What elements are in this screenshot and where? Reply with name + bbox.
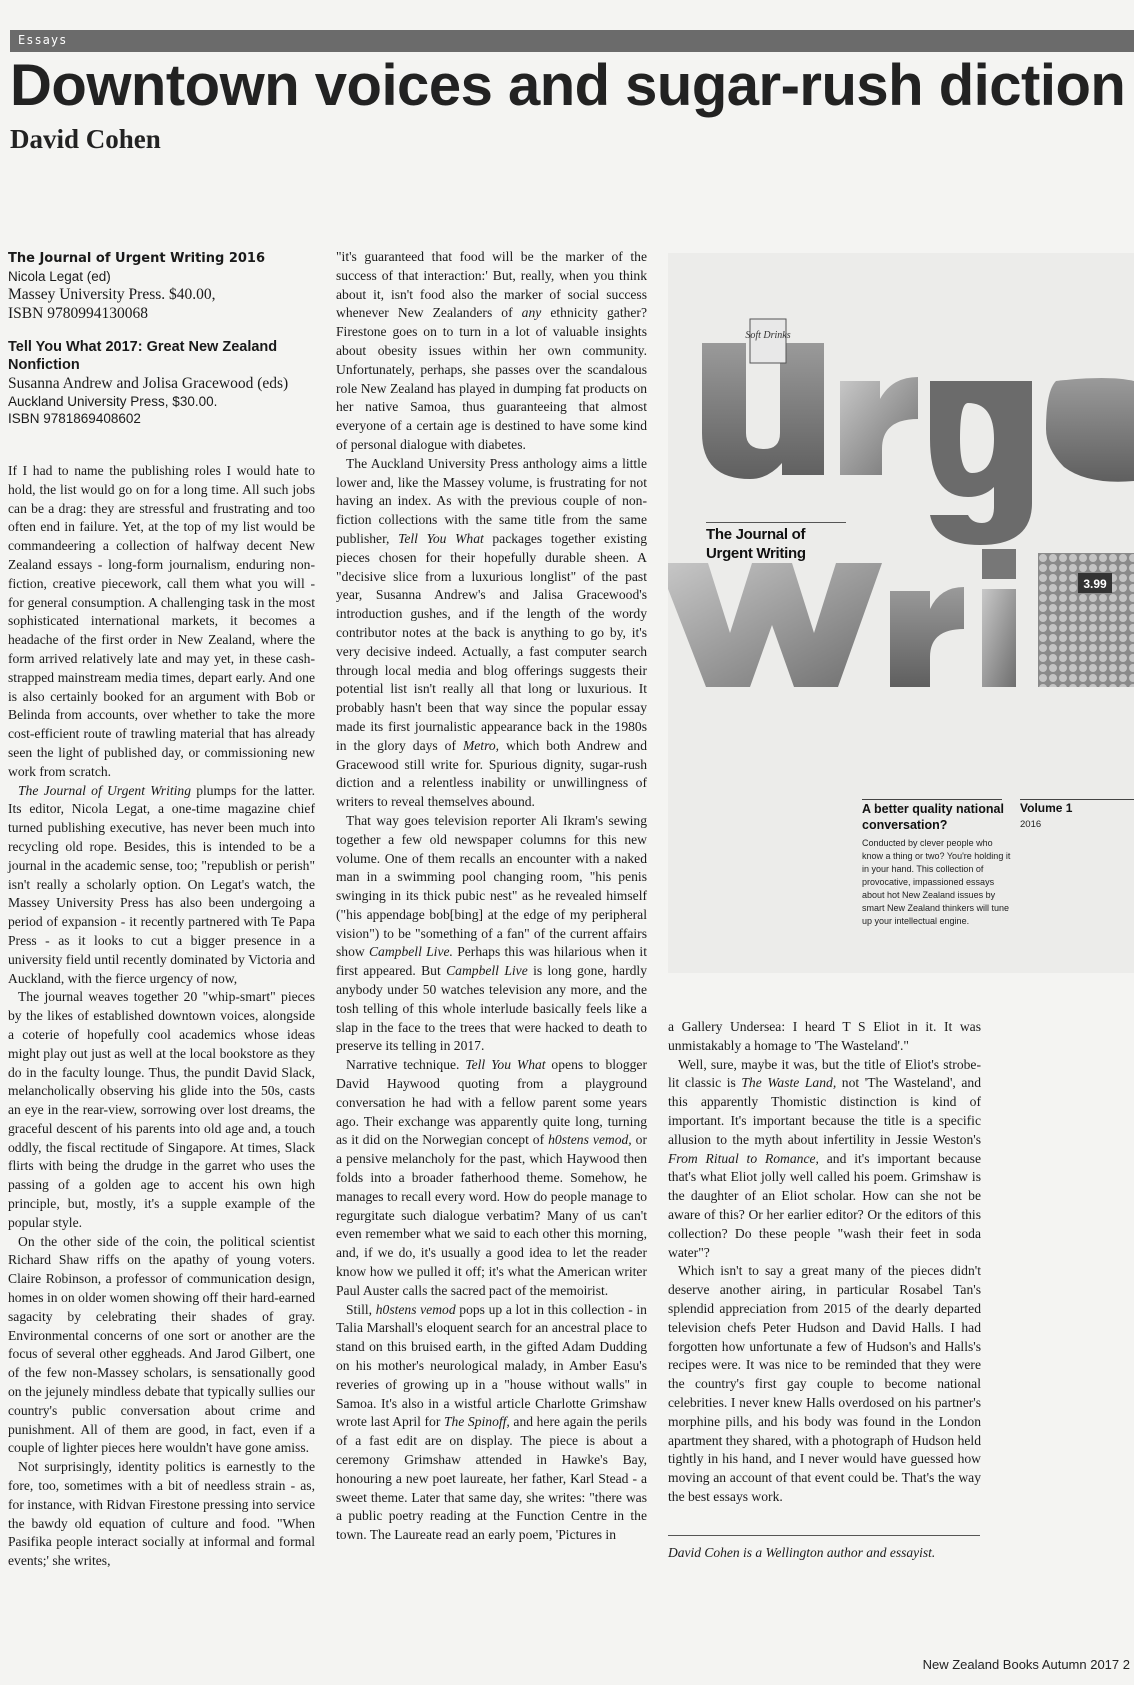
soft-drinks-sign bbox=[750, 319, 786, 363]
book-editor: Nicola Legat (ed) bbox=[8, 269, 111, 284]
cover-divider bbox=[1020, 799, 1134, 800]
paragraph: Well, sure, maybe it was, but the title of Eliot's strobe-lit classic is The Waste Land, not 'The Wasteland', and this apparently Thomistic distinction is kind of important. It's important because the title is a specific allusion to the myth about infertility in Jessie Weston's From Ritual to Romance, and it's important because that's what Eliot jolly well called his poem. Grimshaw is the daughter of an Eliot scholar. How can she not be aware of this? Or her earlier editor? Or the editors of this collection? Do these people "wash their feet in soda water"? bbox=[668, 1056, 981, 1260]
book-isbn: ISBN 9780994130068 bbox=[8, 305, 148, 322]
book-title: Tell You What 2017: Great New Zealand Nonfiction bbox=[8, 339, 278, 373]
headline: Downtown voices and sugar-rush diction bbox=[10, 53, 1126, 118]
paragraph: Which isn't to say a great many of the pieces didn't deserve another airing, in particular Rosabel Tan's splendid appreciation from 2015 of the dearly departed television chefs Peter Hudson and David Halls. I had forgotten how unfortunate a few of Hudson's and Halls's recipes were. It was nice to be reminded that they were the country's first gay couple to become national celebrities. I never knew Halls overdosed on his partner's morphine pills, and his body was found in the London apartment they shared, with a photograph of Hudson held tightly in his hand, and I never would have guessed how moving an account of that event could be. That's the way the best essays work. bbox=[668, 1263, 981, 1504]
cover-rule bbox=[706, 522, 846, 523]
paragraph: Narrative technique. Tell You What opens to blogger David Haywood quoting from a playground conversation he had with a fellow parent some years ago. Their exchange was apparently quite long, turning as it did on the Norwegian concept of h0stens vemod, or a pensive melancholy for the past, which Haywood then folds into a broader fatherhood theme. Somehow, he manages to recall every word. How do people manage to regurgitate such dialogue verbatim? Many of us can't even remember what we said to each other this morning, and, if we do, it's usually a good idea to let the reader know how we pulled it off; it's what the American writer Paul Auster calls the sacred pact of the memoirist. bbox=[336, 1057, 647, 1298]
paragraph: The Journal of Urgent Writing plumps for the latter. Its editor, Nicola Legat, a one-time magazine chief turned publishing executive, has never been much into recycling old rope. Besides, this is intended to be a journal in the academic sense, too; "republish or perish" isn't really a scholarly option. On Legat's watch, the Massey University Press has also been undergoing a period of expansion - it recently partnered with Te Papa Press - as it looks to cut a bigger presence in a university field until recently dominated by Victoria and Auckland, with the fierce urgency of now, bbox=[8, 782, 316, 986]
page-footer: New Zealand Books Autumn 2017 2 bbox=[922, 1657, 1130, 1672]
paragraph: The Auckland University Press anthology aims a little lower and, like the Massey volume, is frustrating for not having an index. As with the previous couple of non-fiction collections with the same title from the same publisher, Tell You What packages together existing pieces chosen for their hopefully durable sheen. A "decisive slice from a luxurious longlist" of the past year, Susanna Andrew's and Jalisa Gracewood's introduction gushes, and if the length of the wordy contributor notes at the back is anything to go by, it's very decisive indeed. Actually, a fast computer search through local media and blog offerings suggests their potential list isn't really all that long or luxurious. It probably hasn't been that way since the popular essay made its first journalistic appearance back in the 1980s in the glory days of Metro, which both Andrew and Gracewood still write for. Spurious dignity, sugar-rush diction and a relentless inability or unwillingness of writers to reveal themselves abound. bbox=[336, 455, 647, 810]
section-bar bbox=[10, 30, 1134, 52]
article-column-3 bbox=[668, 1018, 981, 1507]
paragraph: If I had to name the publishing roles I would hate to hold, the list would go on for a long time. All such jobs can be a drag: they are stressful and frustrating and too often end in failure. Yet, at the top of my list would be commandeering a collection of halfway decent New Zealand essays - long-form journalism, enduring non-fiction, creative piecework, call them what you will - for general consumption. A challenging task in the most sophisticated international markets, it becomes a headache of the first order in New Zealand, where the form arrived relatively late and may yet, in these cash-strapped mainstream media times, depart early. And one is also certainly booked for an argument with Bob or Belinda from accounts, over whether to take the more cost-efficient route of trawling material that has already seen the light of published day, or commissioning new work from scratch. bbox=[8, 463, 315, 779]
article-column-1 bbox=[8, 462, 315, 1571]
author-note: David Cohen is a Wellington author and essayist. bbox=[668, 1545, 936, 1560]
cover-letter-g bbox=[930, 381, 1032, 545]
paragraph: On the other side of the coin, the political scientist Richard Shaw riffs on the apathy of young voters. Claire Robinson, a professor of communication design, homes in on older women showing off their hard-earned sagacity by celebrating their shades of gray. Environmental concerns of one sort or another are the focus of several other eggheads. And Jarod Gilbert, one of the few non-Massey scholars, is sensationally good on the jejunely mindless debate that typically sullies our country's public conversation about crime and punishment. All of them are good, in fact, even if a couple of lighter pieces here wouldn't have gone amiss. bbox=[8, 1233, 315, 1456]
paragraph: Not surprisingly, identity politics is earnestly to the fore, too, sometimes with a bit of needless strain - as, for instance, with Ridvan Firestone pressing into service the bawdy old equation of culture and food. "When Pasifika people interact socially at informal and formal events;' she writes, bbox=[8, 1459, 315, 1569]
cover-year: 2016 bbox=[1020, 819, 1042, 830]
soft-drinks-text: Soft Drinks bbox=[745, 330, 791, 341]
author-note-rule bbox=[668, 1535, 980, 1536]
book-listing-2 bbox=[8, 338, 308, 427]
book-publisher: Massey University Press. $40.00, bbox=[8, 286, 216, 303]
section-label: Essays bbox=[18, 33, 68, 47]
book-title: The Journal of Urgent Writing 2016 bbox=[8, 251, 266, 266]
price-text: 3.99 bbox=[1083, 577, 1107, 591]
paragraph: Still, h0stens vemod pops up a lot in this collection - in Talia Marshall's eloquent search for an ancestral place to stand on this bruised earth, in the gifted Adam Dudding on his mother's neurological malady, in Amber Easu's reveries of growing up in a "house without walls" in Samoa. It's also in a wistful article Charlotte Grimshaw wrote last April for The Spinoff, and here again the perils of a fast edit are on display. The piece is about a ceremony Grimshaw attended in Hawke's Bay, honouring a new poet laureate, her father, Karl Stead - a sweet theme. Later that same day, she writes: "there was a public poetry reading at the Function Centre in the town. The Laureate read an early poem, 'Pictures in bbox=[336, 1301, 647, 1543]
book-listing-1 bbox=[8, 250, 308, 323]
cover-divider bbox=[862, 799, 1002, 800]
byline: David Cohen bbox=[10, 124, 161, 154]
book-title-ref: The Journal of Urgent Writing bbox=[18, 782, 191, 798]
paragraph: The journal weaves together 20 "whip-smart" pieces by the likes of established downtown voices, alongside a coterie of hopefully cool academics whose ideas might play out just as well at the local bookstore as they do in the faculty lounge. Thus, the pundit David Slack, melancholically observing his glide into the 50s, casts an eye in the rear-view, sorrowing over lost dreams, the graceful descent of his parents into old age and, a touch oddly, the fiscal rectitude of Singapore. At times, Slack flirts with being the drudge in the garret who uses the passing of a golden age to accent his own high principle, but, mostly, it's a supple example of the popular style. bbox=[8, 989, 315, 1230]
cover-blurb: Conducted by clever people who know a thing or two? You're holding it in your hand. This collection of provocative, impassioned essays about hot New Zealand issues by smart New Zealand thinkers will tune up your intellectual engine. bbox=[862, 838, 1011, 926]
cover-letter-w bbox=[668, 563, 882, 687]
book-cover-image bbox=[668, 253, 1134, 973]
book-editor: Susanna Andrew and Jolisa Gracewood (eds) bbox=[8, 375, 289, 392]
cover-letter-e bbox=[1046, 378, 1134, 482]
cover-letter-r bbox=[840, 377, 918, 475]
paragraph: "it's guaranteed that food will be the marker of the success of that interaction:' But, really, when you think about it, isn't food also the marker of social success whenever New Zealanders of any ethnicity gather? Firestone goes on to turn in a lot of valuable insights about obesity issues within her own community. Unfortunately, perhaps, she passes over the scandalous role New Zealand has played in dumping fat products on her native Samoa, thus guaranteeing that almost everyone of a certain age is destined to have some kind of personal dialogue with diabetes. bbox=[336, 249, 647, 452]
paragraph: That way goes television reporter Ali Ikram's sewing together a few old newspaper columns for this new volume. One of them recalls an encounter with a naked man in a swimming pool changing room, "his penis swinging in its thick pubic nest" as he revealed himself ("his appendage bob[bing] at the edge of my peripheral vision") to be "something of a fan" of the current affairs show Campbell Live. Perhaps this was hilarious when it first appeared. But Campbell Live is long gone, hardly anybody under 50 watches television any more, and the tosh telling of this whole interlude basically feels like a slap in the face to the trees that were hacked to death to preserve its telling in 2017. bbox=[336, 812, 647, 1054]
cover-heading: A better quality national conversation? bbox=[862, 802, 1004, 832]
cover-letter-r2 bbox=[890, 587, 964, 687]
cover-title: The Journal of Urgent Writing bbox=[706, 526, 806, 562]
cover-letter-i-dot bbox=[982, 549, 1016, 579]
cover-volume: Volume 1 bbox=[1020, 801, 1073, 815]
article-column-2 bbox=[336, 248, 647, 1545]
cover-letter-i bbox=[982, 589, 1016, 687]
book-publisher: Auckland University Press, $30.00. bbox=[8, 394, 218, 409]
book-isbn: ISBN 9781869408602 bbox=[8, 411, 141, 426]
paragraph: a Gallery Undersea: I heard T S Eliot in it. It was unmistakably a homage to 'The Wasteland'." bbox=[668, 1019, 981, 1053]
